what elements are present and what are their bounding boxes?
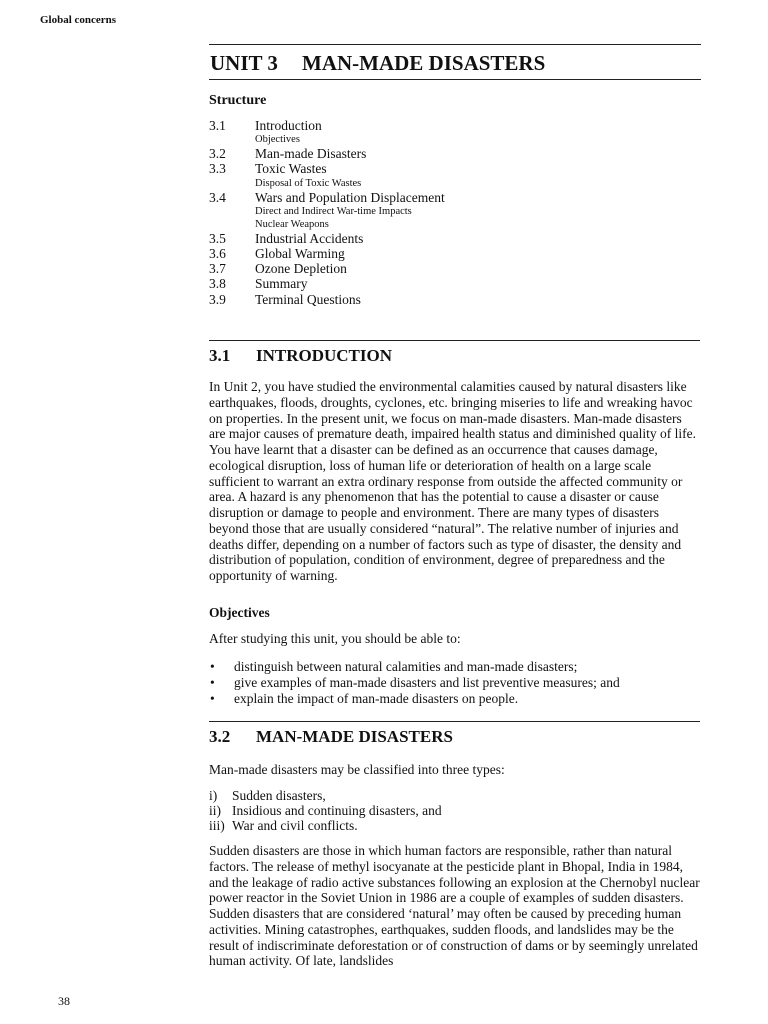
disaster-type-label: War and civil conflicts. bbox=[232, 818, 358, 834]
section-heading-introduction bbox=[209, 340, 700, 366]
toc-label: Ozone Depletion bbox=[255, 261, 347, 277]
section-title: INTRODUCTION bbox=[256, 346, 393, 365]
list-numeral: iii) bbox=[209, 818, 225, 834]
objective-item bbox=[209, 659, 700, 675]
disaster-type-label: Insidious and continuing disasters, and bbox=[232, 803, 442, 819]
toc-item bbox=[209, 118, 700, 133]
toc-number: 3.7 bbox=[209, 261, 226, 277]
disaster-types-list bbox=[209, 788, 700, 834]
toc-item bbox=[209, 261, 700, 276]
toc-number: 3.9 bbox=[209, 291, 226, 307]
toc-item bbox=[209, 276, 700, 291]
section-number: 3.1 bbox=[209, 346, 231, 365]
objective-item bbox=[209, 675, 700, 691]
toc-label: Wars and Population Displacement bbox=[255, 189, 445, 205]
toc-subitem: Objectives bbox=[255, 134, 300, 146]
toc-label: Terminal Questions bbox=[255, 291, 361, 307]
toc-item bbox=[209, 292, 700, 307]
running-head: Global concerns bbox=[40, 14, 117, 26]
toc-item bbox=[209, 146, 700, 161]
toc-number: 3.6 bbox=[209, 246, 226, 262]
toc-label: Summary bbox=[255, 276, 308, 292]
toc-number: 3.3 bbox=[209, 161, 226, 177]
man-made-disasters-body bbox=[209, 843, 700, 969]
unit-name: MAN-MADE DISASTERS bbox=[302, 51, 546, 75]
toc-label: Man-made Disasters bbox=[255, 146, 367, 162]
objective-item bbox=[209, 691, 700, 707]
list-numeral: i) bbox=[209, 788, 218, 803]
disaster-type-item bbox=[209, 803, 700, 818]
toc-item bbox=[209, 190, 700, 205]
toc-number: 3.8 bbox=[209, 276, 226, 292]
page-number: 38 bbox=[58, 994, 70, 1008]
section-number: 3.2 bbox=[209, 727, 231, 746]
sudden-disasters-paragraph: Sudden disasters are those in which human factors are responsible, rather than natural factors. The release of methyl isocyanate at the pesticide plant in Bhopal, India in 1984, and the leakage of radio active substances following an explosion at the Chernobyl nuclear power reactor in the Soviet Union in 1986 are a couple of examples of sudden disasters. Sudden disasters that are considered ‘natural’ may often be caused by preceding human activities. Mining catastrophes, earthquakes, sudden floods, and landslides may be the result of indiscriminate deforestation or of construction of dams or by seemingly unrelated human activity. Of late, landslides bbox=[209, 843, 700, 969]
unit-title bbox=[209, 44, 701, 80]
bullet-icon: • bbox=[210, 690, 215, 706]
toc-item bbox=[209, 161, 700, 176]
objective-text: give examples of man-made disasters and list preventive measures; and bbox=[234, 674, 620, 690]
types-intro: Man-made disasters may be classified into three types: bbox=[209, 762, 505, 777]
toc-subitem: Disposal of Toxic Wastes bbox=[255, 177, 362, 189]
toc-number: 3.4 bbox=[209, 189, 226, 205]
objective-text: explain the impact of man-made disasters on people. bbox=[234, 690, 519, 706]
structure-heading: Structure bbox=[209, 93, 267, 108]
list-numeral: ii) bbox=[209, 803, 221, 819]
disaster-type-item bbox=[209, 818, 700, 833]
bullet-icon: • bbox=[210, 674, 215, 690]
toc-subitem: Direct and Indirect War-time Impacts bbox=[255, 205, 412, 217]
toc-label: Global Warming bbox=[255, 246, 345, 262]
objective-text: distinguish between natural calamities and man-made disasters; bbox=[234, 659, 578, 674]
toc-item bbox=[209, 231, 700, 246]
disaster-type-label: Sudden disasters, bbox=[232, 788, 326, 803]
section-heading-man-made-disasters bbox=[209, 721, 700, 747]
table-of-contents bbox=[209, 118, 700, 307]
toc-label: Toxic Wastes bbox=[255, 161, 327, 177]
objectives-intro: After studying this unit, you should be able to: bbox=[209, 631, 461, 646]
toc-number: 3.2 bbox=[209, 146, 226, 162]
toc-number: 3.1 bbox=[209, 118, 226, 133]
toc-number: 3.5 bbox=[209, 230, 226, 246]
objectives-heading: Objectives bbox=[209, 605, 270, 620]
toc-label: Introduction bbox=[255, 118, 322, 133]
toc-label: Industrial Accidents bbox=[255, 230, 364, 246]
toc-item bbox=[209, 246, 700, 261]
toc-subitem: Nuclear Weapons bbox=[255, 218, 329, 230]
objectives-list bbox=[209, 659, 700, 707]
unit-number: UNIT 3 bbox=[210, 51, 278, 75]
introduction-body bbox=[209, 379, 700, 584]
section-title: MAN-MADE DISASTERS bbox=[256, 727, 453, 746]
bullet-icon: • bbox=[210, 659, 215, 674]
introduction-paragraph: In Unit 2, you have studied the environmental calamities caused by natural disasters like earthquakes, floods, droughts, cyclones, etc. bringing miseries to life and wreaking havoc on properties. In the present unit, we focus on man-made disasters. Man-made disasters are major causes of premature death, impaired health status and diminished quality of life. You have learnt that a disaster can be defined as an occurrence that causes damage, ecological disruption, loss of human life or deterioration of health on a large scale sufficient to warrant an extra ordinary response from outside the affected community or area. A hazard is any phenomenon that has the potential to cause a disaster or cause disruption or damage to people and environment. There are many types of disasters beyond those that are usually considered “natural”. The relative number of injuries and deaths differ, depending on a number of factors such as type of disaster, the density and distribution of population, condition of environment, degree of preparedness and the opportunity of warning. bbox=[209, 379, 696, 583]
disaster-type-item bbox=[209, 788, 700, 803]
